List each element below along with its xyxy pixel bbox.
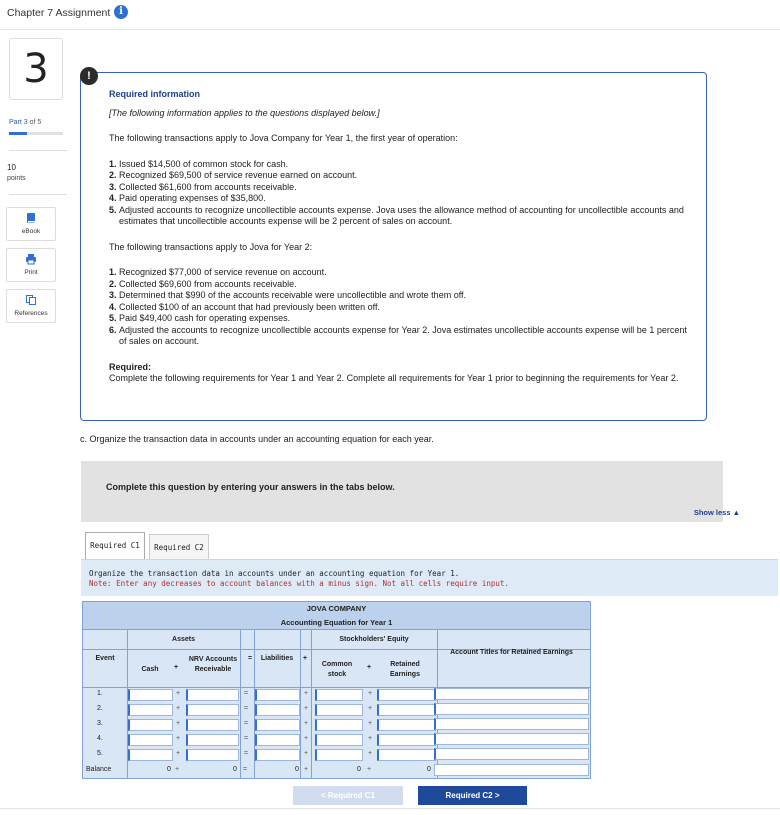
assignment-title: Chapter 7 Assignment [7, 7, 111, 19]
common-stock-input[interactable] [315, 704, 363, 716]
col-retained-earnings: Retained Earnings [390, 661, 420, 678]
col-cash: Cash [141, 666, 159, 673]
show-less-link[interactable]: Show less ▲ [693, 508, 740, 517]
ebook-button[interactable] [6, 207, 56, 241]
part-indicator [9, 119, 41, 126]
col-event: Event [95, 655, 115, 662]
event-number: 2. [97, 705, 103, 712]
tab-instruction-line: Organize the transaction data in accounts under an accounting equation for Year 1. [89, 569, 460, 578]
next-required-c2-button[interactable]: Required C2 > [418, 786, 527, 805]
nrv-input[interactable] [186, 719, 239, 731]
col-common-stock: Common stock [321, 661, 353, 678]
instruction-panel-text: Complete this question by entering your answers in the tabs below. [106, 482, 395, 492]
common-stock-input[interactable] [315, 749, 363, 761]
top-bar [0, 0, 780, 30]
op-equals: = [243, 690, 249, 697]
account-title-input[interactable] [434, 703, 589, 715]
print-label: Print [24, 269, 38, 276]
list-item: 6. Adjusted the accounts to recognize uncollectible accounts expense for Year 2. Jova estimates uncollectible accounts expense will be 1 percent of sales on account. [109, 324, 687, 346]
group-header-row [83, 630, 590, 650]
op-plus: + [366, 664, 372, 671]
op-plus: + [303, 720, 309, 727]
op-plus: + [367, 705, 373, 712]
list-item: 1. Recognized $77,000 of service revenue on account. [109, 267, 327, 277]
op-equals: = [247, 655, 253, 662]
nrv-input[interactable] [186, 734, 239, 746]
divider [9, 150, 67, 151]
event-number: 3. [97, 720, 103, 727]
equity-group-label: Stockholders' Equity [339, 636, 409, 643]
liabilities-input[interactable] [255, 749, 300, 761]
book-icon [7, 212, 55, 226]
part-progress-fill [9, 132, 27, 135]
op-plus: + [175, 735, 181, 742]
required-label: Required: [109, 361, 152, 372]
liabilities-input[interactable] [255, 719, 300, 731]
list-item: 5. Paid $49,400 cash for operating expenses. [109, 313, 291, 323]
list-item: 4. Paid operating expenses of $35,800. [109, 193, 266, 203]
account-title-input[interactable] [434, 688, 589, 700]
op-plus: + [175, 705, 181, 712]
op-plus: + [175, 720, 181, 727]
op-equals: = [243, 720, 249, 727]
common-stock-input[interactable] [315, 689, 363, 701]
list-item: 4. Collected $100 of an account that had previously been written off. [109, 301, 381, 312]
op-plus: + [303, 766, 309, 773]
retained-earnings-input[interactable] [377, 719, 436, 731]
divider [9, 194, 67, 195]
tab-instructions [81, 559, 778, 596]
event-number: 5. [97, 750, 103, 757]
list-item: 1. Issued $14,500 of common stock for cash. [109, 158, 289, 169]
print-button[interactable] [6, 248, 56, 282]
company-name: JOVA COMPANY [306, 604, 367, 613]
balance-nrv: 0 [233, 766, 237, 773]
op-equals: = [242, 766, 248, 773]
points-label: points [7, 175, 26, 182]
account-title-input[interactable] [434, 748, 589, 760]
references-label: References [14, 310, 48, 317]
assets-group-label: Assets [172, 636, 195, 643]
op-equals: = [243, 705, 249, 712]
account-title-balance-cell [434, 764, 589, 776]
nrv-input[interactable] [186, 749, 239, 761]
account-title-input[interactable] [434, 733, 589, 745]
op-plus: + [175, 690, 181, 697]
ebook-label: eBook [21, 228, 41, 235]
op-plus: + [367, 750, 373, 757]
year1-list [109, 159, 689, 228]
list-item: 3. Collected $61,600 from accounts receivable. [109, 181, 297, 192]
balance-liabilities: 0 [295, 766, 299, 773]
op-plus: + [173, 664, 179, 671]
op-plus: + [367, 735, 373, 742]
list-item: 2. Recognized $69,500 of service revenue earned on account. [109, 170, 358, 180]
balance-label: Balance [86, 766, 112, 773]
references-button[interactable] [6, 289, 56, 323]
balance-cash: 0 [167, 766, 171, 773]
tab-required-c2[interactable]: Required C2 [149, 534, 209, 559]
year2-intro: The following transactions apply to Jova for Year 2: [109, 241, 313, 252]
tab-required-c1[interactable]: Required C1 [85, 532, 145, 559]
col-account-titles: Account Titles for Retained Earnings [450, 649, 573, 656]
copy-icon [7, 294, 55, 308]
instruction-panel [81, 461, 723, 522]
prev-required-c1-button[interactable]: < Required C1 [293, 786, 403, 805]
year2-list [109, 267, 689, 348]
col-nrv: NRV Accounts Receivable [188, 656, 238, 673]
cash-input[interactable] [128, 749, 173, 761]
required-info-box [80, 72, 707, 421]
points-value: 10 [7, 163, 16, 172]
required-text: Complete the following requirements for Year 1 and Year 2. Complete all requirements for Year 1 prior to beginning the requirements for Year 2. [109, 373, 679, 383]
nrv-input[interactable] [186, 704, 239, 716]
liabilities-input[interactable] [255, 734, 300, 746]
common-stock-input[interactable] [315, 734, 363, 746]
table-header [83, 602, 590, 630]
cash-input[interactable] [128, 704, 173, 716]
required-info-subtitle: [The following information applies to the questions displayed below.] [109, 107, 380, 118]
retained-earnings-input[interactable] [377, 704, 436, 716]
info-icon[interactable]: i [114, 5, 128, 19]
liabilities-input[interactable] [255, 689, 300, 701]
op-plus: + [303, 690, 309, 697]
op-plus: + [366, 766, 372, 773]
liabilities-input[interactable] [255, 704, 300, 716]
op-plus: + [303, 705, 309, 712]
op-equals: = [243, 750, 249, 757]
year1-intro: The following transactions apply to Jova Company for Year 1, the first year of operation: [109, 133, 458, 143]
part-progress-bar [9, 132, 63, 135]
list-item: 5. Adjusted accounts to recognize uncollectible accounts expense. Jova uses the allowance method of accounting for uncollectible accounts and estimates that uncollectible accounts expense will be 2 percent of sales on account. [109, 204, 684, 226]
cash-input[interactable] [128, 719, 173, 731]
common-stock-input[interactable] [315, 719, 363, 731]
op-plus: + [303, 735, 309, 742]
col-liabilities: Liabilities [260, 655, 294, 662]
event-number: 1. [97, 690, 103, 697]
op-plus: + [302, 655, 308, 662]
retained-earnings-input[interactable] [377, 734, 436, 746]
table-subtitle: Accounting Equation for Year 1 [280, 618, 393, 627]
balance-common: 0 [357, 766, 361, 773]
op-plus: + [174, 766, 180, 773]
account-title-input[interactable] [434, 718, 589, 730]
op-plus: + [303, 750, 309, 757]
op-plus: + [175, 750, 181, 757]
event-number: 4. [97, 735, 103, 742]
cash-input[interactable] [128, 689, 173, 701]
op-plus: + [367, 720, 373, 727]
cash-input[interactable] [128, 734, 173, 746]
part-label: Part 3 [9, 119, 28, 126]
tab-note-line: Note: Enter any decreases to account balances with a minus sign. Not all cells require input. [89, 579, 509, 588]
question-number: 3 [9, 38, 63, 100]
part-of: of 5 [29, 119, 42, 126]
printer-icon [7, 253, 55, 267]
retained-earnings-input[interactable] [377, 689, 436, 701]
op-equals: = [243, 735, 249, 742]
required-info-title: Required information [109, 89, 201, 99]
list-item: 3. Determined that $990 of the accounts receivable were uncollectible and wrote them off. [109, 290, 467, 300]
balance-retained: 0 [427, 766, 431, 773]
retained-earnings-input[interactable] [377, 749, 436, 761]
op-plus: + [367, 690, 373, 697]
list-item: 2. Collected $69,600 from accounts receivable. [109, 278, 297, 289]
nrv-input[interactable] [186, 689, 239, 701]
alert-icon: ! [80, 67, 98, 85]
divider [0, 808, 780, 809]
question-instruction: c. Organize the transaction data in accounts under an accounting equation for each year. [80, 434, 434, 444]
